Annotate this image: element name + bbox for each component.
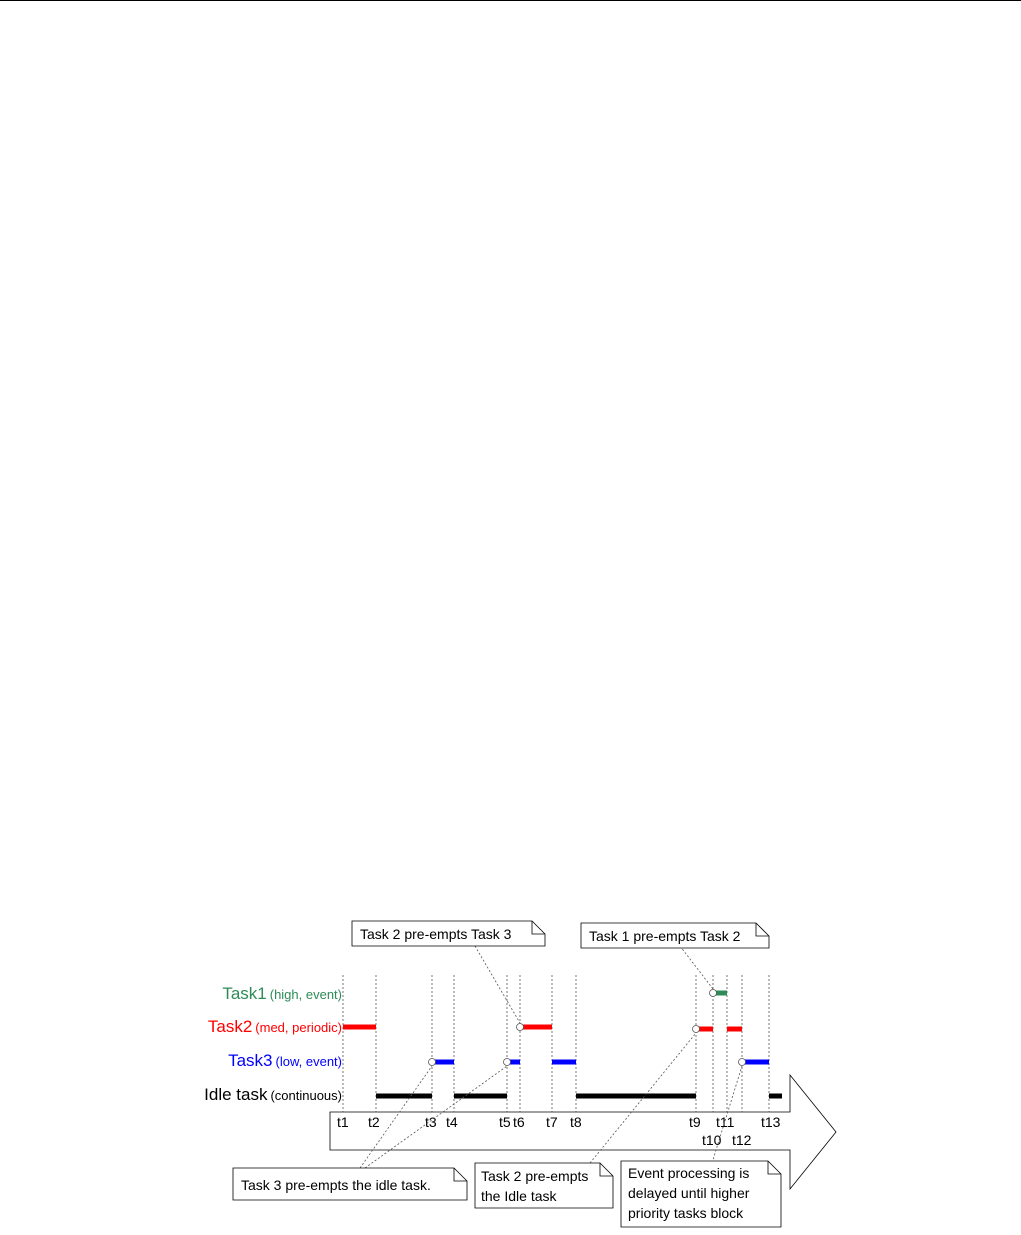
time-gridlines [343, 975, 769, 1112]
callout-text: Task 1 pre-empts Task 2 [589, 928, 741, 944]
leader-task1-preempts-task2 [680, 946, 713, 989]
time-label-t6: t6 [513, 1114, 525, 1130]
callout-line: priority tasks block [628, 1205, 744, 1221]
marker-t12 [739, 1059, 746, 1066]
callout-line: the Idle task [481, 1188, 557, 1204]
time-label-t4: t4 [446, 1114, 458, 1130]
time-label-t12: t12 [732, 1132, 752, 1148]
callout-line: Task 2 pre-empts [481, 1168, 589, 1184]
callout-task1-preempts-task2 [581, 923, 769, 948]
task2-name: Task2 [207, 1017, 253, 1036]
preemption-markers [429, 990, 746, 1066]
leader-task2-preempts-task3 [475, 946, 520, 1023]
time-label-t7: t7 [546, 1114, 558, 1130]
marker-t10 [710, 990, 717, 997]
idle-label [204, 1085, 342, 1104]
callout-task3-preempts-idle [233, 1168, 467, 1200]
callout-event-processing-delayed [621, 1161, 781, 1227]
task3-label [228, 1051, 342, 1070]
callout-task2-preempts-idle [475, 1163, 613, 1208]
time-label-t3: t3 [425, 1114, 437, 1130]
callout-task2-preempts-task3 [352, 921, 545, 946]
time-label-t11: t11 [716, 1114, 735, 1130]
task3-desc: (low, event) [275, 1054, 342, 1069]
marker-t5 [504, 1059, 511, 1066]
marker-t9 [693, 1026, 700, 1033]
callout-text: Task 3 pre-empts the idle task. [241, 1177, 431, 1193]
task2-desc: (med, periodic) [255, 1020, 342, 1035]
time-label-t5: t5 [499, 1114, 511, 1130]
marker-t6 [517, 1024, 524, 1031]
callout-text [628, 1165, 753, 1221]
time-label-t10: t10 [702, 1132, 722, 1148]
task2-label [208, 1017, 342, 1036]
task1-label [222, 984, 342, 1003]
idle-name: Idle task [204, 1085, 268, 1104]
callout-line: Event processing is [628, 1165, 750, 1181]
time-label-t1: t1 [337, 1114, 349, 1130]
task1-name: Task1 [222, 984, 267, 1003]
time-label-t9: t9 [689, 1114, 701, 1130]
marker-t3 [429, 1059, 436, 1066]
time-label-t13: t13 [761, 1114, 781, 1130]
task1-desc: (high, event) [269, 987, 342, 1002]
callout-text: Task 2 pre-empts Task 3 [360, 926, 512, 942]
task3-name: Task3 [228, 1051, 273, 1070]
idle-desc: (continuous) [270, 1088, 342, 1103]
time-label-t8: t8 [570, 1114, 582, 1130]
task2-bars [343, 1027, 742, 1029]
callout-line: delayed until higher [628, 1185, 750, 1201]
time-label-t2: t2 [368, 1114, 380, 1130]
